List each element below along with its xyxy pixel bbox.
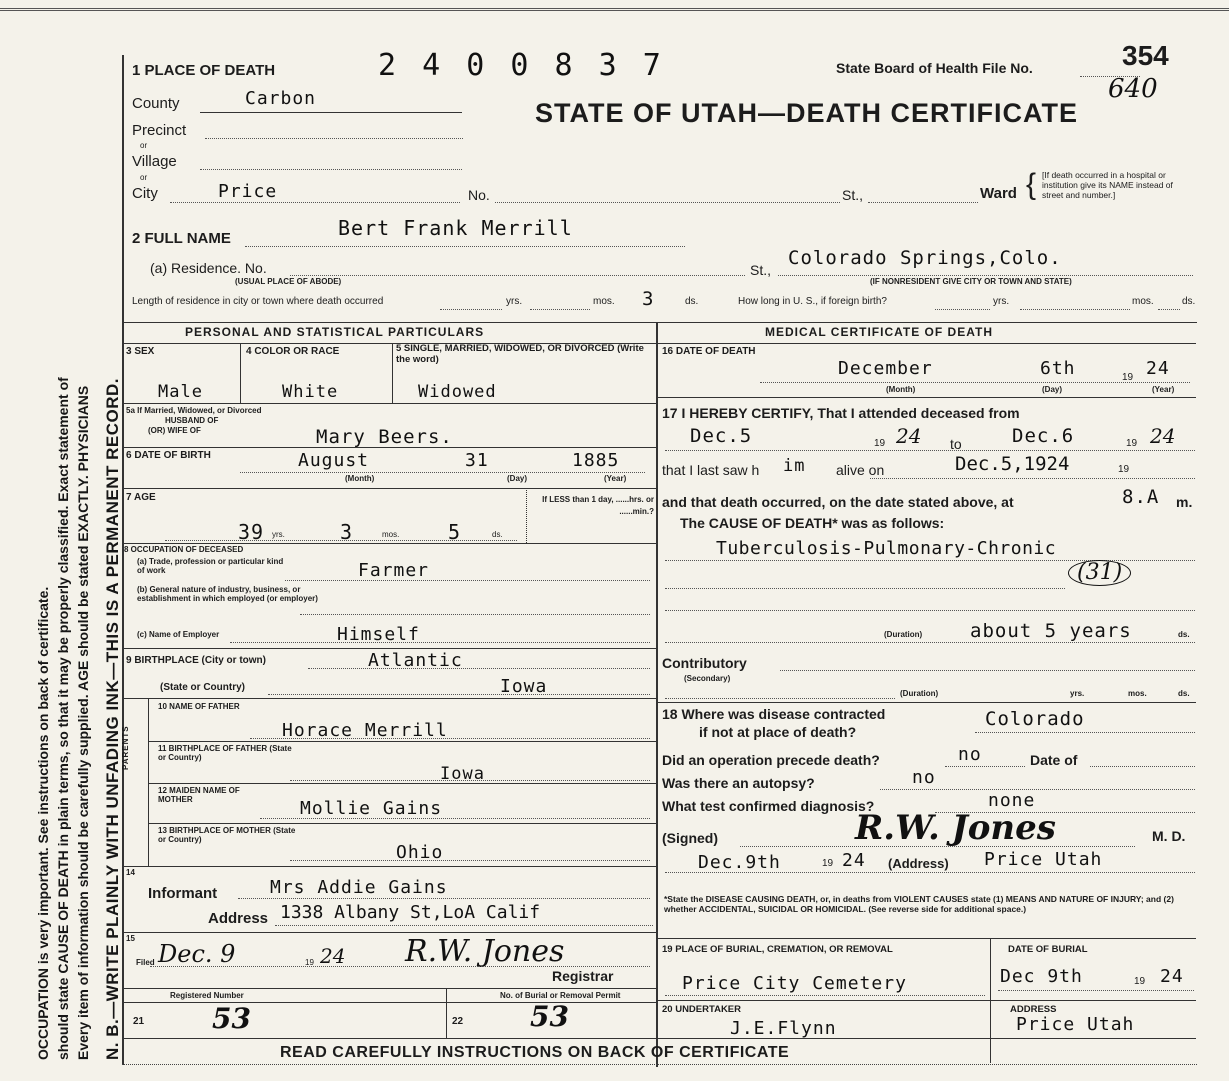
personal-section-title: PERSONAL AND STATISTICAL PARTICULARS bbox=[185, 325, 485, 339]
secondary-label: (Secondary) bbox=[684, 674, 731, 683]
occurred-label: and that death occurred, on the date stated above, at bbox=[662, 494, 1014, 510]
father-birthplace-value: Iowa bbox=[440, 764, 485, 784]
precinct-label: Precinct bbox=[132, 122, 187, 139]
death-month-value: December bbox=[838, 358, 933, 379]
informant-label: Informant bbox=[148, 885, 218, 902]
undertaker-label: 20 UNDERTAKER bbox=[662, 1004, 742, 1015]
full-name-label: 2 FULL NAME bbox=[132, 230, 231, 247]
birthplace-state-label: (State or Country) bbox=[160, 682, 245, 693]
hospital-note: [If death occurred in a hospital or institution give its NAME instead of street and number.] bbox=[1042, 170, 1173, 200]
physician-address-label: (Address) bbox=[888, 856, 949, 871]
age-mos-label: mos. bbox=[382, 530, 400, 539]
operation-value: no bbox=[958, 744, 982, 765]
footer-instructions: READ CAREFULLY INSTRUCTIONS ON BACK OF CERTIFICATE bbox=[280, 1044, 790, 1061]
section-divider bbox=[122, 322, 1197, 323]
side-note-line1: N. B.—WRITE PLAINLY WITH UNFADING INK—THIS IS A PERMANENT RECORD. bbox=[103, 378, 122, 1060]
attended-to-year: 24 bbox=[1150, 424, 1176, 448]
death-year-value: 24 bbox=[1146, 358, 1170, 379]
duration-ds-label: ds. bbox=[1178, 630, 1190, 639]
cause-footnote: *State the DISEASE CAUSING DEATH, or, in deaths from VIOLENT CAUSES state (1) MEANS AND NATURE OF INJURY; and (2) whether ACCIDENTAL, SUICIDAL OR HOMICIDAL. (See reverse side for additional space.) bbox=[664, 894, 1174, 914]
signed-label: (Signed) bbox=[662, 830, 718, 846]
death-19-label: 19 bbox=[1122, 372, 1134, 383]
informant-address-label: Address bbox=[208, 910, 269, 927]
death-date-label: 16 DATE OF DEATH bbox=[662, 346, 756, 357]
last-seen-19-label: 19 bbox=[1118, 464, 1130, 475]
registered-number-value: 53 bbox=[212, 1002, 251, 1035]
contributory-label: Contributory bbox=[662, 655, 747, 671]
birthplace-city-value: Atlantic bbox=[368, 650, 463, 671]
contracted-sub-label: if not at place of death? bbox=[699, 724, 857, 740]
operation-date-label: Date of bbox=[1030, 752, 1078, 768]
duration2-mos-label: mos. bbox=[1128, 689, 1147, 698]
cause-of-death-value: Tuberculosis-Pulmonary-Chronic bbox=[716, 538, 1057, 559]
am-pm-label: m. bbox=[1176, 494, 1193, 510]
filed-19-label: 19 bbox=[305, 958, 314, 967]
undertaker-address-value: Price Utah bbox=[1016, 1014, 1135, 1035]
last-saw-him: im bbox=[783, 456, 806, 476]
autopsy-label: Was there an autopsy? bbox=[662, 775, 815, 791]
us-mos-label: mos. bbox=[1132, 296, 1154, 307]
street-label: St., bbox=[842, 187, 864, 203]
informant-address-value: 1338 Albany St,LoA Calif bbox=[280, 902, 541, 923]
time-of-death-value: 8.A bbox=[1122, 486, 1160, 508]
spouse-value: Mary Beers. bbox=[316, 426, 453, 448]
burial-place-label: 19 PLACE OF BURIAL, CREMATION, OR REMOVAL bbox=[662, 944, 893, 955]
sex-label: 3 SEX bbox=[126, 346, 155, 357]
birth-day-caption: (Day) bbox=[507, 474, 528, 483]
marital-status-value: Widowed bbox=[418, 382, 497, 402]
side-note-line2: Every item of information should be carefully supplied. AGE should be stated EXACTLY. PHYSICIANS bbox=[75, 385, 91, 1060]
duration2-yrs-label: yrs. bbox=[1070, 689, 1085, 698]
filed-label: Filed bbox=[136, 958, 155, 967]
duration2-label: (Duration) bbox=[900, 689, 939, 698]
registered-number-label: Registered Number bbox=[170, 991, 244, 1000]
burial-permit-label: No. of Burial or Removal Permit bbox=[500, 991, 621, 1000]
employer-value: Himself bbox=[337, 624, 420, 645]
side-note-line3: should state CAUSE OF DEATH in plain terms, so that it may be properly classified. Exact statement of bbox=[55, 377, 71, 1060]
age-years-value: 39 bbox=[238, 520, 265, 544]
burial-place-value: Price City Cemetery bbox=[682, 973, 907, 994]
occupation-label: 8 OCCUPATION OF DECEASED bbox=[124, 545, 244, 554]
full-name-value: Bert Frank Merrill bbox=[338, 216, 573, 240]
md-label: M. D. bbox=[1152, 828, 1186, 844]
village-label: Village bbox=[132, 153, 177, 170]
length-of-residence-label: Length of residence in city or town where death occurred bbox=[132, 296, 384, 307]
death-year-caption: (Year) bbox=[1152, 385, 1175, 394]
informant-number: 14 bbox=[126, 868, 135, 877]
mother-birthplace-value: Ohio bbox=[396, 842, 444, 863]
residence-days-value: 3 bbox=[642, 288, 655, 310]
to-19-label: 19 bbox=[1126, 438, 1138, 449]
spouse-label-2: HUSBAND OF bbox=[165, 416, 219, 425]
father-birthplace-label: 11 BIRTHPLACE OF FATHER (State or Country) bbox=[158, 744, 292, 762]
spouse-label-1: 5a If Married, Widowed, or Divorced bbox=[126, 406, 262, 415]
duration-label: (Duration) bbox=[884, 630, 923, 639]
age-days-value: 5 bbox=[448, 520, 462, 544]
nonresident-note: (IF NONRESIDENT GIVE CITY OR TOWN AND STATE) bbox=[870, 277, 1072, 286]
box-22-label: 22 bbox=[452, 1016, 464, 1027]
place-of-death-label: 1 PLACE OF DEATH bbox=[132, 62, 276, 79]
medical-section-title: MEDICAL CERTIFICATE OF DEATH bbox=[765, 325, 993, 339]
undertaker-value: J.E.Flynn bbox=[730, 1018, 837, 1039]
city-label: City bbox=[132, 185, 158, 202]
cause-of-death-label: The CAUSE OF DEATH* was as follows: bbox=[680, 515, 945, 531]
residence-yrs-label: yrs. bbox=[506, 296, 523, 307]
filed-year-value: 24 bbox=[320, 944, 346, 968]
occupation-b-label: (b) General nature of industry, business, or establishment in which employed (or employer) bbox=[137, 585, 318, 603]
left-margin-line bbox=[122, 55, 124, 1065]
certificate-number: 2 4 0 0 8 3 7 bbox=[378, 48, 665, 83]
contracted-label: 18 Where was disease contracted bbox=[662, 706, 886, 722]
birth-month-value: August bbox=[298, 450, 370, 471]
certificate-title: STATE OF UTAH—DEATH CERTIFICATE bbox=[535, 98, 1078, 128]
us-ds-label: ds. bbox=[1182, 296, 1196, 307]
signed-year-value: 24 bbox=[842, 850, 866, 871]
attended-from-date: Dec.5 bbox=[690, 425, 753, 447]
autopsy-value: no bbox=[912, 767, 936, 788]
city-value: Price bbox=[218, 181, 278, 202]
marital-status-label: 5 SINGLE, MARRIED, WIDOWED, OR DIVORCED (Write the word) bbox=[396, 343, 644, 365]
burial-date-label: DATE OF BURIAL bbox=[1008, 944, 1088, 955]
cause-code-value: (31) bbox=[1068, 560, 1131, 586]
less-than-day-label: If LESS than 1 day, ......hrs. or ......min.? bbox=[542, 495, 654, 516]
ward-label: Ward bbox=[980, 185, 1017, 202]
burial-19-label: 19 bbox=[1134, 976, 1146, 987]
father-name-label: 10 NAME OF FATHER bbox=[158, 702, 240, 711]
occupation-a-label: (a) Trade, profession or particular kind of work bbox=[137, 557, 284, 575]
or-label-1: or bbox=[140, 141, 148, 150]
diagnosis-test-label: What test confirmed diagnosis? bbox=[662, 798, 875, 814]
duration2-ds-label: ds. bbox=[1178, 689, 1190, 698]
race-value: White bbox=[282, 382, 339, 402]
birth-month-caption: (Month) bbox=[345, 474, 375, 483]
file-number-handwritten: 640 bbox=[1108, 74, 1158, 104]
residence-city-value: Colorado Springs,Colo. bbox=[788, 247, 1062, 269]
side-instructions bbox=[15, 75, 125, 1075]
filed-date-value: Dec. 9 bbox=[158, 940, 236, 968]
contracted-value: Colorado bbox=[985, 708, 1085, 730]
residence-ds-label: ds. bbox=[685, 296, 699, 307]
alive-on-label: alive on bbox=[836, 462, 885, 478]
file-number-label: State Board of Health File No. bbox=[836, 60, 1033, 76]
side-note-line4: OCCUPATION is very important. See instructions on back of certificate. bbox=[35, 586, 51, 1060]
signed-19-label: 19 bbox=[822, 858, 834, 869]
burial-permit-value: 53 bbox=[530, 1000, 569, 1033]
from-19-label: 19 bbox=[874, 438, 886, 449]
spouse-label-3: (OR) WIFE OF bbox=[148, 426, 201, 435]
mother-name-value: Mollie Gains bbox=[300, 798, 443, 819]
informant-name-value: Mrs Addie Gains bbox=[270, 877, 448, 898]
death-day-value: 6th bbox=[1040, 358, 1076, 379]
center-divider bbox=[656, 322, 658, 1067]
physician-signature: R.W. Jones bbox=[855, 808, 1056, 848]
last-seen-date: Dec.5,1924 bbox=[955, 453, 1070, 475]
top-border bbox=[0, 8, 1229, 11]
birth-year-caption: (Year) bbox=[604, 474, 627, 483]
attended-to-date: Dec.6 bbox=[1012, 425, 1075, 447]
employer-label: (c) Name of Employer bbox=[137, 630, 220, 639]
certify-label: 17 I HEREBY CERTIFY, That I attended deceased from bbox=[662, 405, 1020, 421]
attended-from-year: 24 bbox=[896, 424, 922, 448]
duration-value: about 5 years bbox=[970, 620, 1132, 642]
diagnosis-test-value: none bbox=[988, 790, 1036, 811]
birthplace-state-value: Iowa bbox=[500, 676, 548, 697]
operation-label: Did an operation precede death? bbox=[662, 752, 880, 768]
county-value: Carbon bbox=[245, 88, 317, 109]
registrar-label: Registrar bbox=[552, 968, 614, 984]
last-saw-label: that I last saw h bbox=[662, 462, 760, 478]
occupation-value: Farmer bbox=[358, 560, 430, 581]
age-ds-label: ds. bbox=[492, 530, 503, 539]
burial-year-value: 24 bbox=[1160, 966, 1184, 987]
age-label: 7 AGE bbox=[126, 492, 156, 503]
residence-mos-label: mos. bbox=[593, 296, 615, 307]
registrar-signature: R.W. Jones bbox=[405, 934, 565, 969]
file-number: 354 bbox=[1122, 40, 1169, 71]
filing-number: 15 bbox=[126, 934, 135, 943]
age-yrs-label: yrs. bbox=[272, 530, 285, 539]
birthplace-label: 9 BIRTHPLACE (City or town) bbox=[126, 655, 266, 666]
father-name-value: Horace Merrill bbox=[282, 720, 448, 741]
physician-address-value: Price Utah bbox=[984, 849, 1103, 870]
age-months-value: 3 bbox=[340, 520, 354, 544]
us-yrs-label: yrs. bbox=[993, 296, 1010, 307]
death-month-caption: (Month) bbox=[886, 385, 916, 394]
county-label: County bbox=[132, 95, 180, 112]
residence-label: (a) Residence. No. bbox=[150, 260, 267, 276]
birth-year-value: 1885 bbox=[572, 450, 620, 471]
race-label: 4 COLOR OR RACE bbox=[246, 346, 340, 357]
street-number-label: No. bbox=[468, 187, 490, 203]
parents-side-label: PARENTS bbox=[121, 725, 130, 770]
or-label-2: or bbox=[140, 173, 148, 182]
residence-street-label: St., bbox=[750, 262, 772, 278]
death-day-caption: (Day) bbox=[1042, 385, 1063, 394]
undertaker-address-label: ADDRESS bbox=[1010, 1004, 1057, 1015]
sex-value: Male bbox=[158, 382, 203, 402]
mother-birthplace-label: 13 BIRTHPLACE OF MOTHER (State or Country) bbox=[158, 826, 296, 844]
mother-name-label: 12 MAIDEN NAME OF MOTHER bbox=[158, 786, 240, 804]
residence-sub-label: (USUAL PLACE OF ABODE) bbox=[235, 277, 342, 286]
to-label: to bbox=[950, 436, 962, 452]
birth-date-label: 6 DATE OF BIRTH bbox=[126, 450, 211, 461]
time-in-us-label: How long in U. S., if foreign birth? bbox=[738, 296, 887, 307]
burial-date-value: Dec 9th bbox=[1000, 966, 1083, 987]
box-21-label: 21 bbox=[133, 1016, 145, 1027]
birth-day-value: 31 bbox=[465, 450, 489, 471]
signed-date-value: Dec.9th bbox=[698, 852, 781, 873]
